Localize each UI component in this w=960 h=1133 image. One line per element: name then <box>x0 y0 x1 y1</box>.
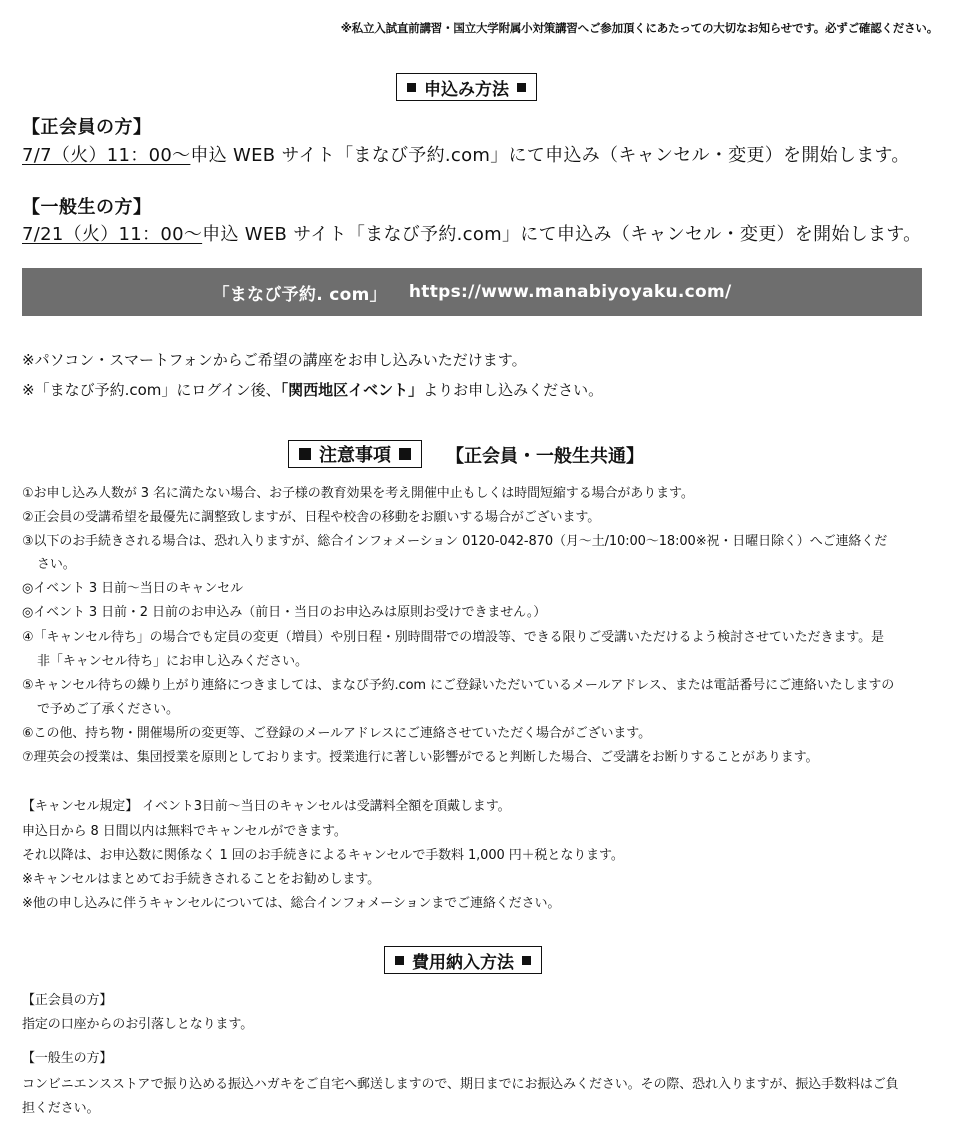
general-member-heading: 【一般生の方】 <box>22 197 152 218</box>
top-notice: ※私立入試直前講習・国立大学附属小対策講習へご参加頂くにあたっての大切なお知らせです。必ずご確認ください。 <box>340 21 938 35</box>
note-line-device: ※パソコン・スマートフォンからご希望の講座をお申し込みいただけます。 <box>22 351 527 369</box>
payment-general-text: コンビニエンスストアで振り込める振込ハガキをご自宅へ郵送しますので、期日までにお振込みください。その際、恐れ入りますが、振込手数料はご負 <box>22 1077 899 1092</box>
caution-item: ⑦理英会の授業は、集団授業を原則としております。授業進行に著しい影響がでると判断した場合、ご受講をお断りすることがあります。 <box>22 750 819 765</box>
cancel-policy-line: それ以降は、お申込数に関係なく 1 回のお手続きによるキャンセルで手数料 1,000 円＋税となります。 <box>22 848 624 863</box>
cancel-policy-line: 申込日から 8 日間以内は無料でキャンセルができます。 <box>22 824 347 839</box>
general-start-text: 申込 WEB サイト「まなび予約.com」にて申込み（キャンセル・変更）を開始します。 <box>202 224 922 245</box>
banner-site-name: 「まなび予約. com」 <box>212 284 387 305</box>
payment-general-text-continued: 担ください。 <box>22 1101 100 1116</box>
caution-section-title <box>288 440 422 468</box>
square-bullet-icon <box>517 83 526 92</box>
note-line-login <box>22 379 603 400</box>
payment-regular-text: 指定の口座からのお引落しとなります。 <box>22 1017 254 1032</box>
cancel-policy-line: 【キャンセル規定】 イベント3日前～当日のキャンセルは受講料全額を頂戴します。 <box>22 799 511 814</box>
caution-sub-item: ◎イベント 3 日前・2 日前のお申込み（前日・当日のお申込みは原則お受けできません。） <box>22 605 547 620</box>
square-bullet-icon <box>522 956 531 965</box>
payment-general-heading: 【一般生の方】 <box>22 1051 113 1066</box>
regular-member-heading: 【正会員の方】 <box>22 117 152 138</box>
caution-item-continued: 非「キャンセル待ち」にお申し込みください。 <box>37 654 308 669</box>
square-bullet-icon <box>395 956 404 965</box>
note-kansai-event: 「関西地区イベント」 <box>280 381 424 399</box>
application-title-text: 申込み方法 <box>424 79 509 100</box>
square-bullet-icon <box>299 448 311 460</box>
square-bullet-icon <box>399 448 411 460</box>
caution-item: ⑥この他、持ち物・開催場所の変更等、ご登録のメールアドレスにご連絡させていただく場合がございます。 <box>22 726 652 741</box>
payment-title-text: 費用納入方法 <box>412 952 514 973</box>
site-banner <box>22 268 922 316</box>
caution-sub-item: ◎イベント 3 日前～当日のキャンセル <box>22 581 243 596</box>
banner-url-link[interactable]: https://www.manabiyoyaku.com/ <box>408 282 732 302</box>
cancel-policy-line: ※他の申し込みに伴うキャンセルについては、総合インフォメーションまでご連絡ください。 <box>22 896 561 911</box>
caution-item: ①お申し込み人数が 3 名に満たない場合、お子様の教育効果を考え開催中止もしくは時間短縮する場合があります。 <box>22 486 694 501</box>
payment-regular-heading: 【正会員の方】 <box>22 993 113 1008</box>
general-member-line <box>22 220 921 246</box>
payment-section-title <box>384 946 542 974</box>
cancel-policy-line: ※キャンセルはまとめてお手続きされることをお勧めします。 <box>22 872 381 887</box>
caution-item-continued: で予めご了承ください。 <box>37 702 179 717</box>
caution-item: ④「キャンセル待ち」の場合でも定員の変更（増員）や別日程・別時間帯での増設等、できる限りご受講いただけるよう検討させていただきます。是 <box>22 630 884 645</box>
regular-start-text: 申込 WEB サイト「まなび予約.com」にて申込み（キャンセル・変更）を開始します。 <box>190 145 910 166</box>
general-start-date: 7/21（火）11：00～ <box>22 224 203 245</box>
caution-item: ③以下のお手続きされる場合は、恐れ入りますが、総合インフォメーション 0120-042-870（月～土/10:00～18:00※祝・日曜日除く）へご連絡くだ <box>22 534 888 549</box>
application-section-title <box>396 73 537 101</box>
caution-item: ②正会員の受講希望を最優先に調整致しますが、日程や校舎の移動をお願いする場合がございます。 <box>22 510 601 525</box>
caution-item-continued: さい。 <box>37 557 76 572</box>
note-login-post: よりお申し込みください。 <box>423 381 604 399</box>
note-login-pre: ※「まなび予約.com」にログイン後、 <box>22 381 281 399</box>
caution-common-tag: 【正会員・一般生共通】 <box>446 446 644 467</box>
caution-title-text: 注意事項 <box>319 445 391 466</box>
caution-item: ⑤キャンセル待ちの繰り上がり連絡につきましては、まなび予約.com にご登録いただいているメールアドレス、または電話番号にご連絡いたしますの <box>22 678 895 693</box>
regular-member-line <box>22 141 910 167</box>
regular-start-date: 7/7（火）11：00～ <box>22 145 191 166</box>
square-bullet-icon <box>407 83 416 92</box>
